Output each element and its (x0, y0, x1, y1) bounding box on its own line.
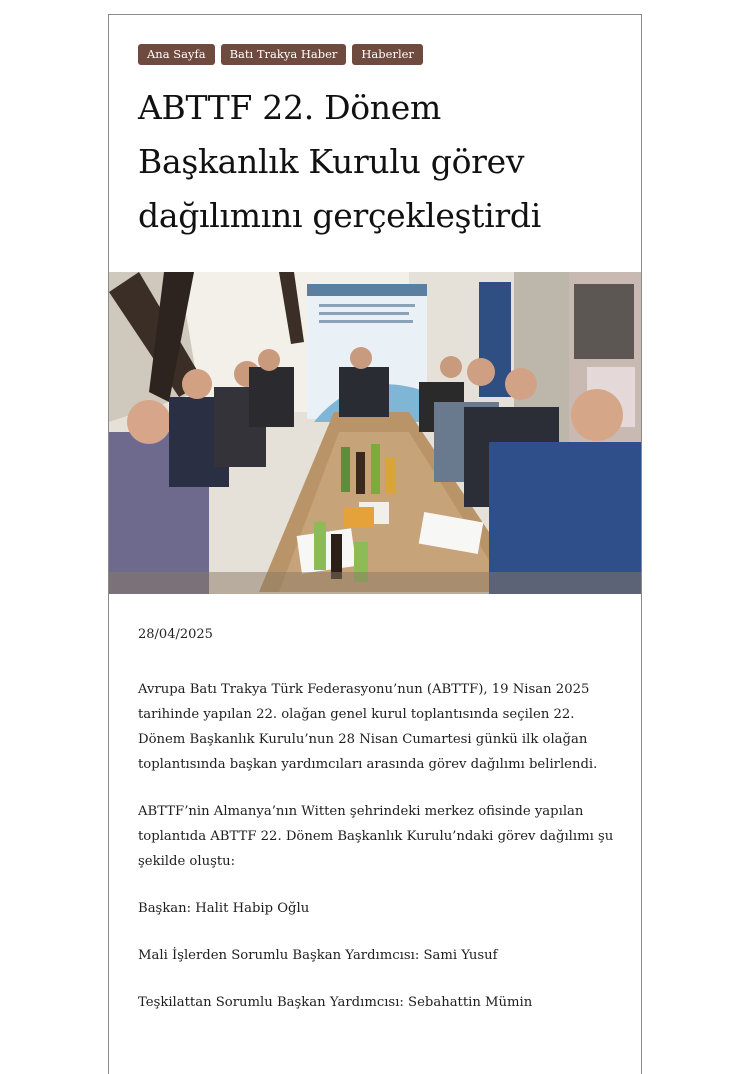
article-date: 28/04/2025 (138, 627, 213, 642)
paragraph-intro: Avrupa Batı Trakya Türk Federasyonu’nun (ABTTF), 19 Nisan 2025 tarihinde yapılan 22. olağan genel kurul toplantısında seçilen 22. Dönem Başkanlık Kurulu’nun 28 Nisan Cumartesi günkü ilk olağan toplantısında başkan yardımcıları arasında görev dağılımı belirlendi. (138, 682, 598, 772)
breadcrumb (138, 44, 423, 65)
paragraph-organization-vp: Teşkilattan Sorumlu Başkan Yardımcısı: Sebahattin Mümin (138, 995, 533, 1010)
breadcrumb-home[interactable]: Ana Sayfa (138, 44, 215, 65)
title-line-1: ABTTF 22. Dönem (138, 88, 441, 127)
paragraph-finance-vp: Mali İşlerden Sorumlu Başkan Yardımcısı: Sami Yusuf (138, 948, 498, 963)
breadcrumb-bati-trakya-haber[interactable]: Batı Trakya Haber (221, 44, 347, 65)
article-photo (109, 272, 641, 594)
article-title (138, 81, 618, 243)
article-body (138, 677, 618, 1037)
title-line-3: dağılımını gerçekleştirdi (138, 196, 541, 235)
paragraph-meeting: ABTTF’nin Almanya’nın Witten şehrindeki merkez ofisinde yapılan toplantıda ABTTF 22. Dönem Başkanlık Kurulu’ndaki görev dağılımı şu şekilde oluştu: (138, 804, 614, 869)
article-card (108, 14, 642, 1074)
breadcrumb-haberler[interactable]: Haberler (352, 44, 423, 65)
title-line-2: Başkanlık Kurulu görev (138, 142, 525, 181)
paragraph-president: Başkan: Halit Habip Oğlu (138, 901, 310, 916)
